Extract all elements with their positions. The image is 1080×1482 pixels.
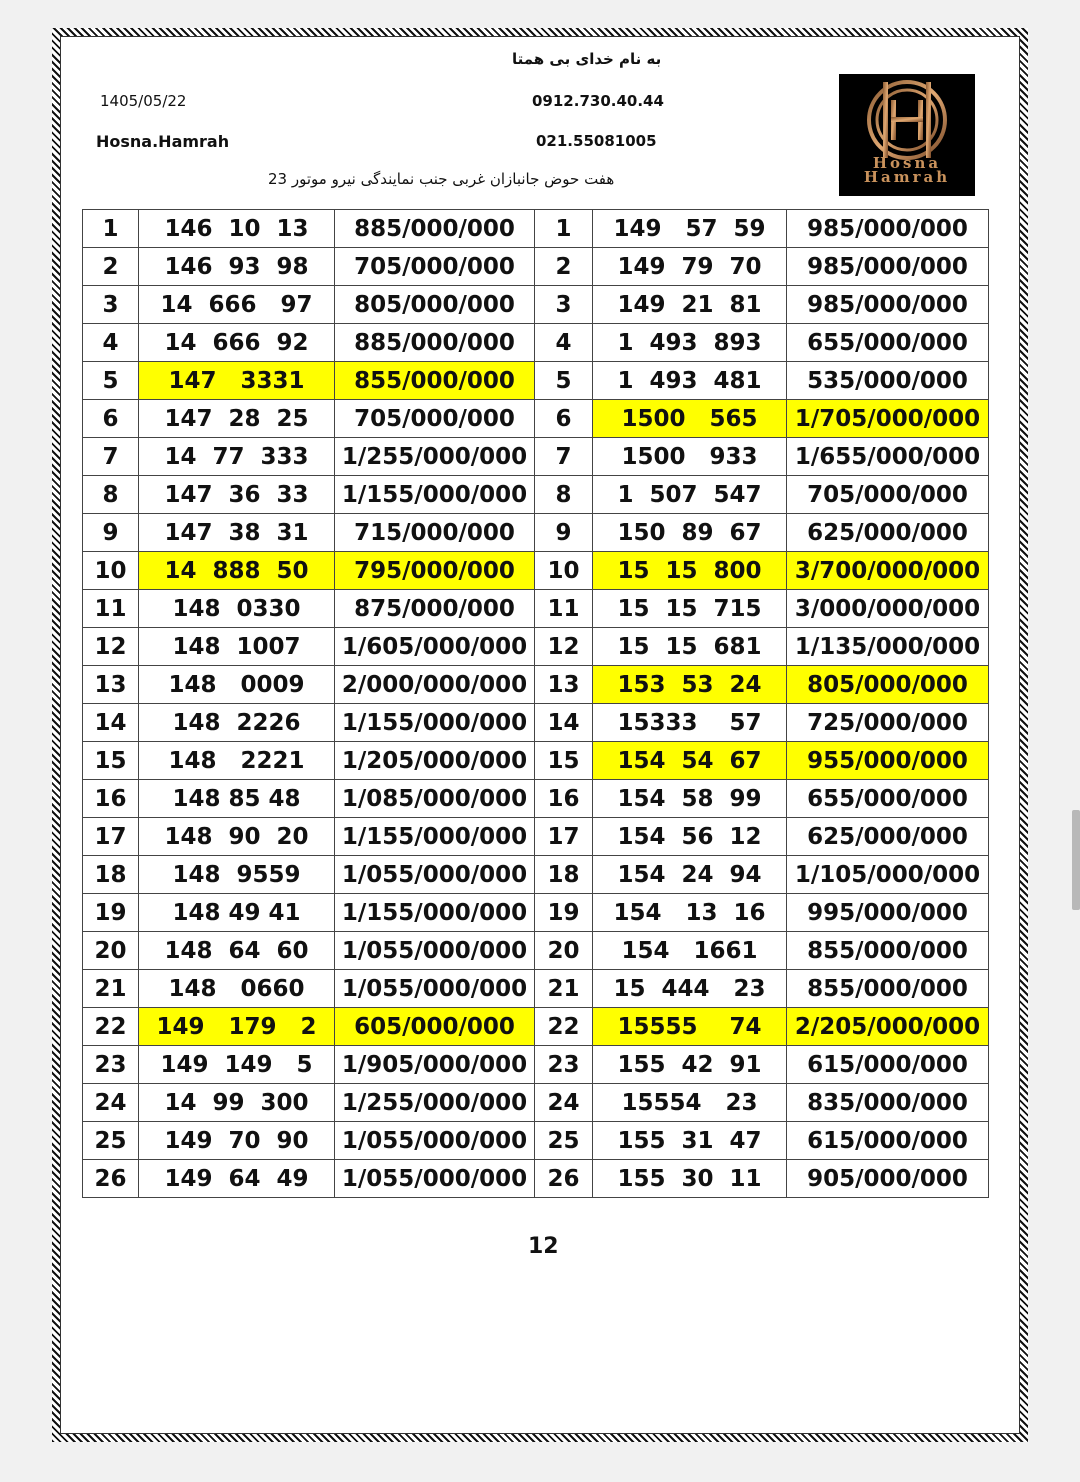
price-left: 1/155/000/000 — [335, 704, 535, 742]
table-row — [83, 894, 989, 932]
price-right: 1/705/000/000 — [787, 400, 989, 438]
price-left: 1/155/000/000 — [335, 476, 535, 514]
number-left: 148 9559 — [139, 856, 335, 894]
document-page — [52, 28, 1028, 1442]
price-right: 615/000/000 — [787, 1122, 989, 1160]
price-right: 985/000/000 — [787, 286, 989, 324]
row-index-right: 4 — [535, 324, 593, 362]
number-right: 154 13 16 — [593, 894, 787, 932]
price-right: 855/000/000 — [787, 932, 989, 970]
price-right: 705/000/000 — [787, 476, 989, 514]
row-index-right: 23 — [535, 1046, 593, 1084]
row-index-right: 12 — [535, 628, 593, 666]
number-right: 15333 57 — [593, 704, 787, 742]
row-index-left: 23 — [83, 1046, 139, 1084]
price-left: 2/000/000/000 — [335, 666, 535, 704]
row-index-left: 19 — [83, 894, 139, 932]
row-index-right: 2 — [535, 248, 593, 286]
brand-name: Hosna.Hamrah — [96, 132, 230, 151]
row-index-left: 2 — [83, 248, 139, 286]
number-left: 149 149 5 — [139, 1046, 335, 1084]
number-left: 148 1007 — [139, 628, 335, 666]
price-left: 1/055/000/000 — [335, 856, 535, 894]
price-right: 805/000/000 — [787, 666, 989, 704]
landline-phone-number: 021.55081005 — [536, 132, 657, 150]
number-right: 149 57 59 — [593, 210, 787, 248]
table-row — [83, 438, 989, 476]
number-left: 149 64 49 — [139, 1160, 335, 1198]
table-row — [83, 590, 989, 628]
row-index-right: 19 — [535, 894, 593, 932]
row-index-right: 13 — [535, 666, 593, 704]
row-index-left: 22 — [83, 1008, 139, 1046]
row-index-right: 17 — [535, 818, 593, 856]
number-right: 154 58 99 — [593, 780, 787, 818]
row-index-right: 14 — [535, 704, 593, 742]
table-row — [83, 248, 989, 286]
row-index-left: 21 — [83, 970, 139, 1008]
table-row — [83, 1084, 989, 1122]
row-index-right: 3 — [535, 286, 593, 324]
price-table — [82, 209, 989, 1198]
row-index-left: 6 — [83, 400, 139, 438]
row-index-left: 8 — [83, 476, 139, 514]
price-left: 1/085/000/000 — [335, 780, 535, 818]
price-left: 1/205/000/000 — [335, 742, 535, 780]
row-index-left: 25 — [83, 1122, 139, 1160]
row-index-left: 13 — [83, 666, 139, 704]
price-left: 1/155/000/000 — [335, 818, 535, 856]
row-index-left: 16 — [83, 780, 139, 818]
table-row — [83, 666, 989, 704]
row-index-right: 15 — [535, 742, 593, 780]
table-row — [83, 362, 989, 400]
table-row — [83, 628, 989, 666]
bismillah-heading: به نام خدای بی همتا — [512, 50, 662, 68]
row-index-right: 18 — [535, 856, 593, 894]
price-right: 985/000/000 — [787, 248, 989, 286]
row-index-right: 10 — [535, 552, 593, 590]
number-right: 149 79 70 — [593, 248, 787, 286]
number-right: 1 507 547 — [593, 476, 787, 514]
number-left: 146 93 98 — [139, 248, 335, 286]
table-row — [83, 324, 989, 362]
row-index-left: 18 — [83, 856, 139, 894]
row-index-left: 3 — [83, 286, 139, 324]
price-right: 3/700/000/000 — [787, 552, 989, 590]
price-left: 805/000/000 — [335, 286, 535, 324]
table-row — [83, 552, 989, 590]
price-right: 725/000/000 — [787, 704, 989, 742]
row-index-right: 21 — [535, 970, 593, 1008]
row-index-right: 7 — [535, 438, 593, 476]
number-left: 148 0660 — [139, 970, 335, 1008]
logo-text-line2: Hamrah — [863, 168, 951, 186]
table-row — [83, 514, 989, 552]
price-left: 875/000/000 — [335, 590, 535, 628]
number-right: 154 1661 — [593, 932, 787, 970]
price-right: 905/000/000 — [787, 1160, 989, 1198]
price-right: 1/135/000/000 — [787, 628, 989, 666]
row-index-left: 26 — [83, 1160, 139, 1198]
row-index-right: 5 — [535, 362, 593, 400]
table-row — [83, 1160, 989, 1198]
row-index-right: 26 — [535, 1160, 593, 1198]
price-left: 1/905/000/000 — [335, 1046, 535, 1084]
row-index-left: 1 — [83, 210, 139, 248]
number-right: 15555 74 — [593, 1008, 787, 1046]
price-left: 705/000/000 — [335, 400, 535, 438]
table-row — [83, 970, 989, 1008]
price-right: 625/000/000 — [787, 514, 989, 552]
row-index-left: 17 — [83, 818, 139, 856]
price-right: 615/000/000 — [787, 1046, 989, 1084]
number-left: 14 888 50 — [139, 552, 335, 590]
number-right: 15 15 800 — [593, 552, 787, 590]
price-left: 1/255/000/000 — [335, 1084, 535, 1122]
price-right: 655/000/000 — [787, 780, 989, 818]
price-left: 605/000/000 — [335, 1008, 535, 1046]
number-right: 155 31 47 — [593, 1122, 787, 1160]
row-index-right: 25 — [535, 1122, 593, 1160]
price-right: 855/000/000 — [787, 970, 989, 1008]
table-row — [83, 742, 989, 780]
table-row — [83, 856, 989, 894]
number-left: 14 99 300 — [139, 1084, 335, 1122]
price-left: 1/605/000/000 — [335, 628, 535, 666]
row-index-left: 9 — [83, 514, 139, 552]
row-index-right: 1 — [535, 210, 593, 248]
number-right: 155 42 91 — [593, 1046, 787, 1084]
number-left: 14 666 97 — [139, 286, 335, 324]
number-right: 154 54 67 — [593, 742, 787, 780]
table-row — [83, 400, 989, 438]
number-right: 1 493 893 — [593, 324, 787, 362]
number-left: 148 49 41 — [139, 894, 335, 932]
row-index-left: 20 — [83, 932, 139, 970]
number-right: 154 24 94 — [593, 856, 787, 894]
price-right: 1/105/000/000 — [787, 856, 989, 894]
number-right: 1500 933 — [593, 438, 787, 476]
row-index-left: 5 — [83, 362, 139, 400]
number-right: 150 89 67 — [593, 514, 787, 552]
number-left: 148 90 20 — [139, 818, 335, 856]
table-row — [83, 286, 989, 324]
row-index-right: 22 — [535, 1008, 593, 1046]
price-right: 835/000/000 — [787, 1084, 989, 1122]
number-left: 149 179 2 — [139, 1008, 335, 1046]
table-row — [83, 704, 989, 742]
row-index-right: 24 — [535, 1084, 593, 1122]
number-right: 1 493 481 — [593, 362, 787, 400]
table-row — [83, 476, 989, 514]
price-left: 1/055/000/000 — [335, 970, 535, 1008]
brand-logo — [839, 74, 975, 196]
price-right: 995/000/000 — [787, 894, 989, 932]
table-row — [83, 932, 989, 970]
scrollbar-thumb[interactable] — [1072, 810, 1080, 910]
number-left: 148 0330 — [139, 590, 335, 628]
price-right: 955/000/000 — [787, 742, 989, 780]
row-index-left: 12 — [83, 628, 139, 666]
price-right: 535/000/000 — [787, 362, 989, 400]
price-left: 705/000/000 — [335, 248, 535, 286]
address-text: هفت حوض جانبازان غربی جنب نمایندگی نیرو موتور 23 — [268, 170, 615, 188]
price-left: 855/000/000 — [335, 362, 535, 400]
row-index-left: 10 — [83, 552, 139, 590]
price-right: 655/000/000 — [787, 324, 989, 362]
row-index-right: 16 — [535, 780, 593, 818]
table-row — [83, 780, 989, 818]
table-row — [83, 1122, 989, 1160]
row-index-left: 24 — [83, 1084, 139, 1122]
number-right: 15 444 23 — [593, 970, 787, 1008]
price-right: 2/205/000/000 — [787, 1008, 989, 1046]
row-index-left: 15 — [83, 742, 139, 780]
row-index-right: 6 — [535, 400, 593, 438]
row-index-left: 4 — [83, 324, 139, 362]
number-left: 147 3331 — [139, 362, 335, 400]
price-left: 1/055/000/000 — [335, 1160, 535, 1198]
price-right: 985/000/000 — [787, 210, 989, 248]
price-right: 625/000/000 — [787, 818, 989, 856]
page-number: 12 — [528, 1234, 559, 1259]
number-right: 15 15 681 — [593, 628, 787, 666]
price-left: 1/055/000/000 — [335, 932, 535, 970]
number-right: 153 53 24 — [593, 666, 787, 704]
row-index-right: 20 — [535, 932, 593, 970]
number-left: 148 2226 — [139, 704, 335, 742]
number-left: 148 85 48 — [139, 780, 335, 818]
table-row — [83, 1046, 989, 1084]
number-left: 148 0009 — [139, 666, 335, 704]
row-index-left: 7 — [83, 438, 139, 476]
row-index-left: 11 — [83, 590, 139, 628]
row-index-right: 8 — [535, 476, 593, 514]
table-row — [83, 210, 989, 248]
number-left: 148 2221 — [139, 742, 335, 780]
number-left: 147 36 33 — [139, 476, 335, 514]
row-index-right: 9 — [535, 514, 593, 552]
number-left: 14 666 92 — [139, 324, 335, 362]
table-row — [83, 1008, 989, 1046]
price-left: 1/155/000/000 — [335, 894, 535, 932]
logo-text-line1: Hosna — [872, 154, 942, 172]
price-left: 1/255/000/000 — [335, 438, 535, 476]
price-right: 3/000/000/000 — [787, 590, 989, 628]
price-left: 885/000/000 — [335, 210, 535, 248]
price-right: 1/655/000/000 — [787, 438, 989, 476]
date-text: 1405/05/22 — [100, 92, 187, 110]
row-index-right: 11 — [535, 590, 593, 628]
number-left: 149 70 90 — [139, 1122, 335, 1160]
number-left: 14 77 333 — [139, 438, 335, 476]
number-right: 149 21 81 — [593, 286, 787, 324]
price-left: 885/000/000 — [335, 324, 535, 362]
table-row — [83, 818, 989, 856]
row-index-left: 14 — [83, 704, 139, 742]
number-right: 15554 23 — [593, 1084, 787, 1122]
price-left: 795/000/000 — [335, 552, 535, 590]
number-left: 146 10 13 — [139, 210, 335, 248]
price-left: 1/055/000/000 — [335, 1122, 535, 1160]
price-left: 715/000/000 — [335, 514, 535, 552]
number-right: 155 30 11 — [593, 1160, 787, 1198]
number-right: 154 56 12 — [593, 818, 787, 856]
number-left: 148 64 60 — [139, 932, 335, 970]
number-left: 147 28 25 — [139, 400, 335, 438]
number-left: 147 38 31 — [139, 514, 335, 552]
number-right: 1500 565 — [593, 400, 787, 438]
mobile-phone-number: 0912.730.40.44 — [532, 92, 664, 110]
number-right: 15 15 715 — [593, 590, 787, 628]
